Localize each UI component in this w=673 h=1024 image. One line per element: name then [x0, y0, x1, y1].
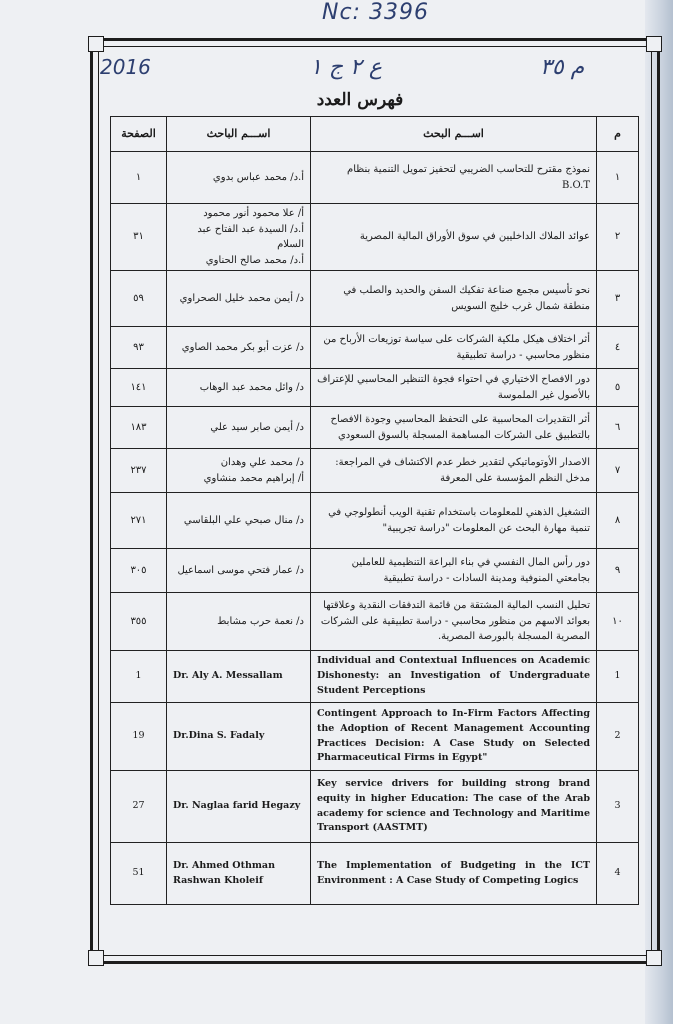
researcher-name: Dr.Dina S. Fadaly — [167, 703, 311, 771]
table-row — [111, 204, 639, 271]
researcher-cell — [167, 493, 311, 549]
header-research: اســـم البحث — [311, 117, 597, 152]
header-researcher: اســـم الباحث — [167, 117, 311, 152]
page-number: ١٤١ — [111, 369, 167, 407]
page-number: ٩٣ — [111, 327, 167, 369]
handwritten-issue: ع ٢ ج ١ — [310, 55, 382, 80]
research-title: عوائد الملاك الداخليين في سوق الأوراق المالية المصرية — [311, 204, 597, 271]
researcher-cell — [167, 449, 311, 493]
researcher-name: Dr. Aly A. Messallam — [167, 651, 311, 703]
row-number: ٢ — [597, 204, 639, 271]
research-title: الاصدار الأوتوماتيكي لتقدير خطر عدم الاكتشاف في المراجعة: مدخل النظم المؤسسة على المعرفة — [311, 449, 597, 493]
row-number: 1 — [597, 651, 639, 703]
archive-number: Nc: 3396 — [322, 0, 429, 25]
researcher-name: د/ محمد علي وهدان — [220, 457, 304, 468]
table-header — [111, 117, 639, 152]
researcher-name: د/ أيمن محمد خليل الصحراوي — [179, 292, 304, 304]
research-title: Individual and Contextual Influences on Academic Dishonesty: an Investigation of Undergraduate Student Perceptions — [311, 651, 597, 703]
researcher-cell — [167, 271, 311, 327]
research-title: تحليل النسب المالية المشتقة من قائمة التدفقات النقدية وعلاقتها بعوائد الاسهم من منظور محاسبي - دراسة تطبيقية على الشركات المصرية المسجلة بالبورصة المصرية. — [311, 593, 597, 651]
row-number: ٧ — [597, 449, 639, 493]
table-row — [111, 152, 639, 204]
page-number: 51 — [111, 843, 167, 905]
table-row — [111, 651, 639, 703]
page-number: 1 — [111, 651, 167, 703]
research-title: أثر اختلاف هيكل ملكية الشركات على سياسة توزيعات الأرباح من منظور محاسبي - دراسة تطبيقية — [311, 327, 597, 369]
research-title: التشغيل الذهني للمعلومات باستخدام تقنية الويب أنطولوجي في تنمية مهارة البحث عن المعلومات "دراسة تجريبية" — [311, 493, 597, 549]
table-row — [111, 703, 639, 771]
researcher-name: أ/ إبراهيم محمد منشاوي — [203, 472, 304, 484]
row-number: ٨ — [597, 493, 639, 549]
page-number: ٣١ — [111, 204, 167, 271]
page-number: ٢٧١ — [111, 493, 167, 549]
researcher-name: د/ أيمن صابر سيد علي — [210, 421, 304, 433]
table-row — [111, 327, 639, 369]
researcher-cell — [167, 549, 311, 593]
header-no: م — [597, 117, 639, 152]
page-number: ٢٣٧ — [111, 449, 167, 493]
handwritten-year: 2016 — [100, 55, 151, 79]
researcher-name: أ.د/ السيدة عبد الفتاح عبد السلام — [197, 223, 304, 250]
page-number: ٣٥٥ — [111, 593, 167, 651]
row-number: ٤ — [597, 327, 639, 369]
table-row — [111, 407, 639, 449]
row-number: 4 — [597, 843, 639, 905]
table-row — [111, 271, 639, 327]
frame-corner — [88, 950, 104, 966]
table-row — [111, 593, 639, 651]
table-row — [111, 771, 639, 843]
row-number: 3 — [597, 771, 639, 843]
row-number: ١٠ — [597, 593, 639, 651]
researcher-name: د/ عمار فتحي موسى اسماعيل — [177, 564, 304, 576]
table-row — [111, 843, 639, 905]
page-number: ١٨٣ — [111, 407, 167, 449]
researcher-cell — [167, 593, 311, 651]
research-title: The Implementation of Budgeting in the ICT Environment : A Case Study of Competing Logics — [311, 843, 597, 905]
researcher-name: Dr. Ahmed Othman Rashwan Kholeif — [167, 843, 311, 905]
researcher-name: د/ منال صبحي علي البلقاسي — [183, 514, 304, 526]
researcher-name: Dr. Naglaa farid Hegazy — [167, 771, 311, 843]
table-row — [111, 549, 639, 593]
researcher-name: د/ نعمة حرب مشابط — [217, 615, 304, 627]
researcher-name: أ.د/ محمد عباس بدوي — [212, 171, 304, 183]
research-title: Contingent Approach to In-Firm Factors Affecting the Adoption of Recent Management Accounting Practices Decision: A Case Study on Selected Pharmaceutical Firms in Egypt" — [311, 703, 597, 771]
page-number: ٣٠٥ — [111, 549, 167, 593]
research-title: دور رأس المال النفسي في بناء البراعة التنظيمية للعاملين بجامعتي المنوفية ومدينة السادات - دراسة تطبيقية — [311, 549, 597, 593]
page-number: ٥٩ — [111, 271, 167, 327]
row-number: ٩ — [597, 549, 639, 593]
page-number: 19 — [111, 703, 167, 771]
contents-table — [110, 116, 639, 905]
frame-corner — [646, 950, 662, 966]
researcher-cell — [167, 407, 311, 449]
researcher-name: أ/ علا محمود أنور محمود — [203, 208, 304, 219]
research-title: دور الافصاح الاختياري في احتواء فجوة التنظير المحاسبي للإعتراف بالأصول غير الملموسة — [311, 369, 597, 407]
researcher-name: د/ عزت أبو بكر محمد الصاوي — [181, 341, 304, 353]
row-number: ١ — [597, 152, 639, 204]
researcher-cell — [167, 152, 311, 204]
researcher-cell — [167, 327, 311, 369]
table-row — [111, 369, 639, 407]
researcher-cell — [167, 204, 311, 271]
researcher-name: أ.د/ محمد صالح الحناوي — [205, 254, 304, 266]
researcher-cell — [167, 369, 311, 407]
page-number: ١ — [111, 152, 167, 204]
research-title: أثر التقديرات المحاسبية على التحفظ المحاسبي وجودة الافصاح بالتطبيق على الشركات المساهمة المسجلة بالسوق السعودي — [311, 407, 597, 449]
table-row — [111, 493, 639, 549]
page-title: فهرس العدد — [316, 90, 404, 110]
row-number: 2 — [597, 703, 639, 771]
frame-corner — [646, 36, 662, 52]
page-number: 27 — [111, 771, 167, 843]
row-number: ٥ — [597, 369, 639, 407]
row-number: ٦ — [597, 407, 639, 449]
research-title: نحو تأسيس مجمع صناعة تفكيك السفن والحديد والصلب في منطقة شمال غرب خليج السويس — [311, 271, 597, 327]
header-page: الصفحة — [111, 117, 167, 152]
frame-corner — [88, 36, 104, 52]
table-row — [111, 449, 639, 493]
research-title: Key service drivers for building strong brand equity in higher Education: The case of the Arab academy for science and Technology and Maritime Transport (AASTMT) — [311, 771, 597, 843]
research-title: نموذج مقترح للتحاسب الضريبي لتحفيز تمويل التنمية بنظام B.O.T — [311, 152, 597, 204]
handwritten-page-ref: م ٣٥ — [540, 55, 585, 80]
researcher-name: د/ وائل محمد عبد الوهاب — [199, 381, 304, 393]
row-number: ٣ — [597, 271, 639, 327]
